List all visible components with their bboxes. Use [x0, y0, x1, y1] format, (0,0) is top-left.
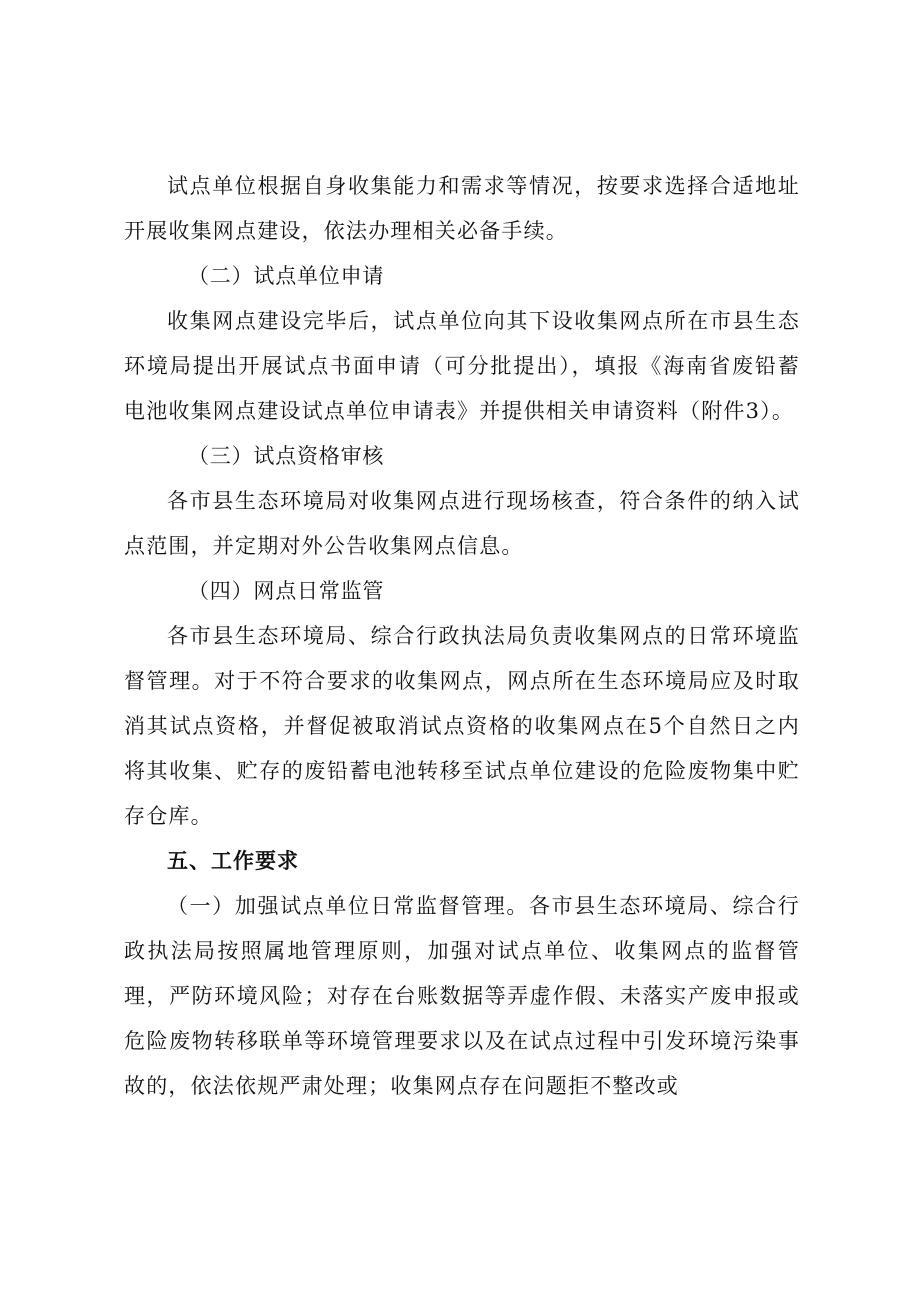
document-body — [124, 164, 800, 1109]
sub-heading: （二）试点单位申请 — [188, 264, 385, 288]
sub-heading: （三）试点资格审核 — [188, 444, 385, 468]
sub-heading: （四）网点日常监管 — [188, 579, 385, 603]
body-paragraph: 各市县生态环境局、综合行政执法局负责收集网点的日常环境监督管理。对于不符合要求的收集网点，网点所在生态环境局应及时取消其试点资格，并督促被取消试点资格的收集网点在5个自然日之内将其收集、贮存的废铅蓄电池转移至试点单位建设的危险废物集中贮存仓库。 — [124, 624, 800, 828]
body-paragraph: （一）加强试点单位日常监督管理。各市县生态环境局、综合行政执法局按照属地管理原则，加强对试点单位、收集网点的监督管理，严防环境风险；对存在台账数据等弄虚作假、未落实产废申报或危险废物转移联单等环境管理要求以及在试点过程中引发环境污染事故的，依法依规严肃处理；收集网点存在问题拒不整改或 — [124, 894, 800, 1098]
section-heading: 五、工作要求 — [167, 849, 299, 873]
body-paragraph: 各市县生态环境局对收集网点进行现场核查，符合条件的纳入试点范围，并定期对外公告收集网点信息。 — [124, 489, 800, 558]
body-paragraph: 收集网点建设完毕后，试点单位向其下设收集网点所在市县生态环境局提出开展试点书面申请（可分批提出），填报《海南省废铅蓄电池收集网点建设试点单位申请表》并提供相关申请资料（附件3）。 — [124, 309, 800, 423]
body-paragraph: 试点单位根据自身收集能力和需求等情况，按要求选择合适地址开展收集网点建设，依法办理相关必备手续。 — [124, 174, 800, 243]
